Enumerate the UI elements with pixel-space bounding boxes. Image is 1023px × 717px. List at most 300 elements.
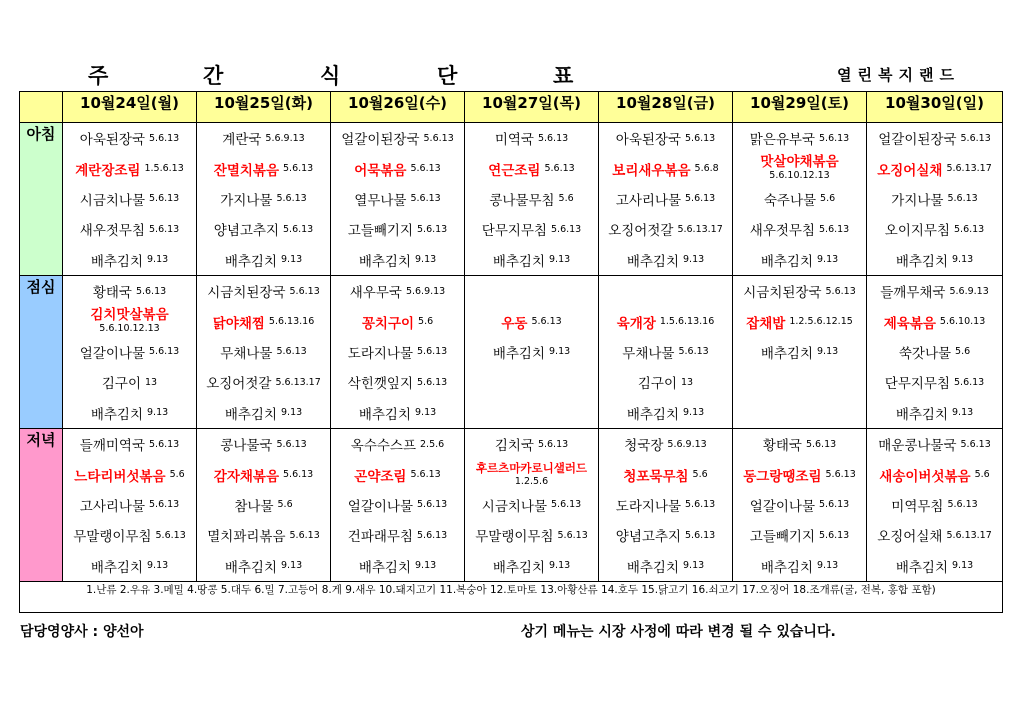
menu-item: [331, 184, 464, 214]
menu-item: [197, 429, 330, 459]
dish-name: 잡채밥: [746, 315, 786, 332]
menu-item: [465, 153, 598, 183]
menu-item: [599, 245, 732, 275]
dish-name: 새우젓무침: [749, 223, 815, 240]
allergen-code: 5.6.13: [819, 529, 850, 541]
dish-name: 멸치꽈리볶음: [207, 529, 286, 546]
dish-name: 도라지나물: [347, 345, 413, 362]
allergen-code: 9.13: [281, 560, 303, 572]
dish-name: 꽁치구이: [361, 315, 415, 332]
allergen-code: 5.6.13: [557, 529, 588, 541]
menu-item: [331, 214, 464, 244]
dish-name: 배추김치: [90, 559, 143, 576]
menu-item: [63, 337, 196, 367]
menu-item: [733, 245, 866, 275]
dish-name: 고들빼기지: [749, 529, 815, 546]
dish-name: 연근조림: [488, 162, 541, 179]
dish-name: 배추김치: [224, 406, 277, 423]
allergen-code: 5.6.13: [819, 499, 850, 511]
dish-name: 들깨무채국: [880, 285, 946, 302]
menu-item: [867, 551, 1002, 581]
menu-item: [331, 306, 464, 336]
menu-item: [599, 520, 732, 550]
allergen-code: 5.6.13: [410, 163, 441, 175]
allergen-code: 5.6.9.13: [667, 438, 707, 450]
dish-name: 배추김치: [492, 345, 545, 362]
dietitian-label: 담당영양사 : 양선아: [20, 624, 144, 640]
menu-item: [867, 520, 1002, 550]
dish-name: 배추김치: [760, 559, 813, 576]
dish-name: 아욱된장국: [79, 132, 145, 149]
menu-item: [867, 459, 1002, 489]
dish-name: 김치맛살볶음: [90, 306, 169, 323]
allergen-code: 5.6.13: [960, 132, 991, 144]
allergen-code: 5.6: [974, 469, 990, 481]
dish-name: 오징어젓갈: [608, 223, 674, 240]
allergen-code: 5.6.10.13: [939, 316, 986, 328]
allergen-code: 5.6.13: [149, 346, 180, 358]
allergen-code: 5.6.13: [531, 316, 562, 328]
dish-name: 얼갈이된장국: [341, 132, 420, 149]
dish-name: 배추김치: [224, 559, 277, 576]
menu-cell: [465, 276, 599, 429]
allergen-code: 9.13: [549, 254, 571, 266]
allergen-code: 5.6.13: [149, 132, 180, 144]
dish-name: 삭힌깻잎지: [347, 376, 413, 393]
allergen-code: 5.6.13: [685, 132, 716, 144]
menu-item: [867, 337, 1002, 367]
menu-cell: [331, 429, 465, 582]
allergen-code: 5.6.13: [417, 376, 448, 388]
allergen-code: 9.13: [952, 254, 974, 266]
menu-item: [733, 398, 866, 428]
dish-name: 곤약조림: [354, 468, 407, 485]
menu-cell: [197, 429, 331, 582]
allergen-code: 5.6.13: [819, 223, 850, 235]
dish-name: 배추김치: [626, 253, 679, 270]
allergen-code: 5.6.10.12.13: [769, 169, 830, 181]
menu-item: [733, 123, 866, 153]
dish-name: 오이지무침: [884, 223, 950, 240]
allergen-code: 5.6.13: [417, 499, 448, 511]
allergen-code: 5.6: [955, 346, 971, 358]
menu-cell: [331, 123, 465, 276]
dish-name: 배추김치: [760, 253, 813, 270]
dish-name: 동그랑땡조림: [743, 468, 822, 485]
dish-name: 배추김치: [895, 406, 948, 423]
menu-item: [197, 306, 330, 336]
title-char: 식: [320, 64, 341, 88]
dish-name: 배추김치: [626, 559, 679, 576]
allergen-code: 5.6.13: [537, 132, 569, 144]
dish-name: 단무지무침: [884, 376, 950, 393]
menu-item: [465, 459, 598, 489]
allergen-code: 5.6.13: [551, 223, 582, 235]
allergen-code: 5.6.13: [135, 285, 167, 297]
menu-item: [867, 153, 1002, 183]
dish-name: 배추김치: [358, 406, 411, 423]
menu-item: [63, 123, 196, 153]
menu-item: [867, 214, 1002, 244]
allergen-code: 1.2.5.6: [514, 475, 549, 487]
lunch-row: [20, 276, 1003, 429]
allergen-code: 5.6.13: [551, 499, 582, 511]
menu-item: [465, 551, 598, 581]
menu-cell: [733, 123, 867, 276]
legend-row: [20, 582, 1003, 613]
menu-cell: [733, 429, 867, 582]
allergen-code: 5.6.13: [685, 499, 716, 511]
menu-cell: [599, 123, 733, 276]
notice-text: 상기 메뉴는 시장 사정에 따라 변경 될 수 있습니다.: [521, 624, 836, 640]
allergen-code: 9.13: [817, 346, 839, 358]
menu-item: [63, 214, 196, 244]
allergen-code: 9.13: [549, 560, 571, 572]
menu-item: [197, 551, 330, 581]
dish-name: 시금치나물: [79, 192, 145, 209]
allergen-code: 9.13: [817, 254, 839, 266]
allergen-code: 5.6.10.12.13: [99, 322, 160, 334]
menu-item: [63, 153, 196, 183]
dish-name: 건파래무침: [347, 529, 413, 546]
allergen-code: 9.13: [147, 407, 169, 419]
menu-item: [733, 337, 866, 367]
allergen-code: 5.6.13: [410, 469, 441, 481]
meal-label: 점심: [20, 276, 63, 429]
dish-name: 고들빼기지: [347, 223, 413, 240]
menu-cell: [331, 276, 465, 429]
allergen-code: 5.6.13: [149, 499, 180, 511]
menu-item: [867, 490, 1002, 520]
dish-name: 배추김치: [895, 559, 948, 576]
meal-label: 아침: [20, 123, 63, 276]
dish-name: 옥수수스프: [350, 438, 417, 455]
allergen-code: 9.13: [415, 407, 437, 419]
allergen-code: 5.6.13.17: [677, 223, 723, 235]
menu-item: [599, 429, 732, 459]
menu-item: [599, 490, 732, 520]
dish-name: 보리새우볶음: [612, 162, 691, 179]
menu-item: [465, 337, 598, 367]
day-header: 10월30일(일): [867, 92, 1003, 123]
menu-item: [197, 459, 330, 489]
dish-name: 배추김치: [760, 345, 813, 362]
menu-item: [63, 245, 196, 275]
dish-name: 우동: [501, 315, 528, 332]
dish-name: 배추김치: [492, 559, 545, 576]
menu-item: [465, 184, 598, 214]
menu-item: [331, 520, 464, 550]
allergen-code: 9.13: [147, 560, 169, 572]
dish-name: 김치국: [494, 438, 534, 455]
allergen-code: 13: [681, 376, 694, 388]
menu-item: [197, 184, 330, 214]
dish-name: 가지나물: [891, 192, 944, 209]
allergen-code: 9.13: [683, 560, 705, 572]
menu-item: [197, 367, 330, 397]
menu-item: [867, 184, 1002, 214]
allergen-code: 5.6.9.13: [405, 285, 446, 297]
menu-item: [733, 490, 866, 520]
menu-item: [331, 367, 464, 397]
allergen-code: 5.6.13: [283, 163, 314, 175]
menu-cell: [197, 276, 331, 429]
dish-name: 아욱된장국: [615, 132, 681, 149]
menu-item: [331, 459, 464, 489]
dish-name: 계란장조림: [75, 162, 141, 179]
allergen-code: 5.6.8: [694, 163, 719, 175]
dish-name: 고사리나물: [79, 498, 145, 515]
allergen-code: 5.6.13: [276, 193, 307, 205]
menu-item: [599, 153, 732, 183]
dish-name: 오징어젓갈: [206, 376, 272, 393]
menu-cell: [63, 123, 197, 276]
menu-item: [331, 123, 464, 153]
menu-item: [197, 520, 330, 550]
day-header: 10월24일(월): [63, 92, 197, 123]
menu-item: [63, 490, 196, 520]
dish-name: 미역국: [494, 132, 534, 149]
menu-item: [197, 337, 330, 367]
menu-item: [197, 398, 330, 428]
menu-cell: [197, 123, 331, 276]
menu-item: [63, 551, 196, 581]
dish-name: 배추김치: [90, 406, 143, 423]
dish-name: 매운콩나물국: [878, 438, 957, 455]
allergen-code: 9.13: [415, 560, 437, 572]
menu-item: [197, 153, 330, 183]
menu-item: [599, 367, 732, 397]
dish-name: 오징어실채: [877, 162, 943, 179]
menu-item: [465, 306, 598, 336]
dish-name: 잔멸치볶음: [213, 162, 279, 179]
menu-cell: [465, 429, 599, 582]
allergen-code: 5.6.13: [685, 529, 716, 541]
menu-item: [599, 398, 732, 428]
menu-item: [331, 429, 464, 459]
menu-item: [197, 245, 330, 275]
allergen-code: 5.6.13: [537, 438, 569, 450]
allergen-code: 5.6.13: [149, 438, 180, 450]
menu-item: [465, 214, 598, 244]
dish-name: 콩나물무침: [489, 192, 555, 209]
menu-item: [63, 306, 196, 336]
allergen-code: 13: [145, 376, 158, 388]
dish-name: 무말랭이무침: [73, 529, 152, 546]
menu-item: [733, 367, 866, 397]
dish-name: 육개장: [616, 315, 656, 332]
allergen-code: 5.6.13: [423, 132, 454, 144]
allergen-code: 5.6: [558, 193, 574, 205]
dish-name: 김구이: [637, 376, 678, 393]
allergen-code: 5.6.13: [276, 438, 307, 450]
dish-name: 시금치나물: [481, 498, 547, 515]
corner-cell: [20, 92, 63, 123]
menu-item: [599, 123, 732, 153]
day-header: 10월25일(화): [197, 92, 331, 123]
allergen-code: 5.6.13: [289, 529, 320, 541]
menu-cell: [63, 276, 197, 429]
dish-name: 어묵볶음: [354, 162, 407, 179]
menu-cell: [63, 429, 197, 582]
allergen-code: 5.6: [418, 316, 434, 328]
allergen-code: 9.13: [952, 407, 974, 419]
menu-item: [197, 490, 330, 520]
menu-cell: [867, 123, 1003, 276]
page-title: [20, 60, 1000, 88]
breakfast-row: [20, 123, 1003, 276]
menu-cell: [599, 429, 733, 582]
day-header-row: [20, 92, 1003, 123]
day-header: 10월26일(수): [331, 92, 465, 123]
allergen-code: 5.6: [820, 193, 836, 205]
dish-name: 도라지나물: [615, 498, 681, 515]
menu-item: [465, 490, 598, 520]
menu-item: [63, 276, 196, 306]
allergen-code: 5.6.13: [283, 469, 314, 481]
allergen-code: 2.5.6: [420, 438, 445, 450]
dish-name: 얼갈이나물: [749, 498, 815, 515]
allergen-code: 5.6.13.17: [946, 529, 992, 541]
allergen-code: 9.13: [683, 254, 705, 266]
dish-name: 계란국: [222, 132, 262, 149]
menu-cell: [867, 276, 1003, 429]
menu-item: [63, 398, 196, 428]
dish-name: 배추김치: [90, 253, 143, 270]
allergen-code: 5.6.13: [947, 193, 978, 205]
allergen-code: 1.2.5.6.12.15: [789, 316, 853, 328]
allergen-code: 5.6.13: [289, 285, 320, 297]
dish-name: 참나물: [234, 498, 274, 515]
allergen-code: 1.5.6.13.16: [659, 316, 715, 328]
allergen-code: 5.6.13: [149, 223, 180, 235]
menu-item: [733, 459, 866, 489]
menu-table: [19, 91, 1003, 613]
day-header: 10월29일(토): [733, 92, 867, 123]
dish-name: 맛살야채볶음: [760, 153, 839, 170]
dish-name: 제육볶음: [883, 315, 936, 332]
menu-item: [599, 337, 732, 367]
dish-name: 배추김치: [626, 406, 679, 423]
dish-name: 쑥갓나물: [898, 345, 952, 362]
menu-item: [599, 276, 732, 306]
menu-item: [733, 214, 866, 244]
dish-name: 미역무침: [891, 498, 944, 515]
allergen-code: 5.6.13: [825, 469, 856, 481]
dish-name: 고사리나물: [615, 192, 681, 209]
dish-name: 오징어실채: [877, 529, 943, 546]
dish-name: 닭야채찜: [212, 315, 265, 332]
dish-name: 배추김치: [224, 253, 277, 270]
title-char: 주: [88, 64, 109, 88]
dish-name: 배추김치: [358, 559, 411, 576]
dish-name: 청포묵무침: [623, 468, 689, 485]
dish-name: 얼갈이된장국: [878, 132, 957, 149]
day-header: 10월27일(목): [465, 92, 599, 123]
dish-name: 시금치된장국: [207, 285, 286, 302]
menu-item: [63, 367, 196, 397]
dish-name: 시금치된장국: [743, 285, 822, 302]
menu-item: [63, 429, 196, 459]
menu-item: [867, 367, 1002, 397]
menu-cell: [867, 429, 1003, 582]
menu-item: [331, 551, 464, 581]
menu-item: [867, 398, 1002, 428]
allergen-legend: 1.난류 2.우유 3.메밀 4.땅콩 5.대두 6.밀 7.고등어 8.게 9.새우 10.돼지고기 11.복숭아 12.토마토 13.아황산류 14.호두 15.닭고기 16.쇠고기 17.오징어 18.조개류(굴, 전복, 홍합 포함): [20, 582, 1003, 613]
allergen-code: 9.13: [683, 407, 705, 419]
menu-item: [331, 153, 464, 183]
dish-name: 맑은유부국: [749, 132, 815, 149]
menu-item: [465, 276, 598, 306]
menu-item: [733, 551, 866, 581]
dish-name: 배추김치: [492, 253, 545, 270]
menu-item: [867, 123, 1002, 153]
menu-item: [599, 214, 732, 244]
menu-item: [733, 184, 866, 214]
menu-cell: [465, 123, 599, 276]
allergen-code: 5.6.9.13: [265, 132, 305, 144]
dish-name: 콩나물국: [220, 438, 273, 455]
menu-item: [733, 276, 866, 306]
organization-name: 열린복지랜드: [837, 66, 960, 84]
menu-item: [331, 276, 464, 306]
allergen-code: 5.6.13: [276, 346, 307, 358]
menu-item: [733, 153, 866, 183]
allergen-code: 5.6.13: [954, 223, 985, 235]
allergen-code: 5.6.13: [825, 285, 856, 297]
dish-name: 새우젓무침: [79, 223, 145, 240]
title-char: 간: [203, 64, 224, 88]
menu-item: [63, 520, 196, 550]
menu-item: [465, 123, 598, 153]
menu-item: [331, 398, 464, 428]
dish-name: 얼갈이나물: [79, 345, 145, 362]
allergen-code: 5.6.13: [678, 346, 709, 358]
allergen-code: 5.6.13: [149, 193, 180, 205]
menu-item: [465, 367, 598, 397]
menu-item: [733, 306, 866, 336]
allergen-code: 9.13: [147, 254, 169, 266]
allergen-code: 5.6.13.16: [268, 316, 315, 328]
menu-item: [197, 276, 330, 306]
allergen-code: 5.6.13: [954, 376, 985, 388]
allergen-code: 5.6.13: [155, 529, 186, 541]
allergen-code: 5.6.13: [685, 193, 716, 205]
title-char: 표: [553, 64, 574, 88]
allergen-code: 5.6.13: [410, 193, 441, 205]
allergen-code: 5.6: [169, 469, 185, 481]
allergen-code: 5.6.13: [544, 163, 575, 175]
allergen-code: 9.13: [281, 407, 303, 419]
dish-name: 느타리버섯볶음: [74, 468, 166, 485]
menu-item: [465, 245, 598, 275]
allergen-code: 5.6.13: [819, 132, 850, 144]
menu-item: [867, 306, 1002, 336]
dish-name: 양념고추지: [213, 223, 279, 240]
allergen-code: 9.13: [549, 346, 571, 358]
menu-item: [465, 398, 598, 428]
menu-item: [599, 306, 732, 336]
allergen-code: 5.6: [277, 499, 293, 511]
dish-name: 가지나물: [220, 192, 273, 209]
allergen-code: 5.6.13: [947, 499, 978, 511]
menu-cell: [733, 276, 867, 429]
allergen-code: 5.6.13: [960, 438, 991, 450]
dish-name: 단무지무침: [481, 223, 547, 240]
dish-name: 무말랭이무침: [475, 529, 554, 546]
menu-item: [197, 214, 330, 244]
menu-item: [867, 245, 1002, 275]
